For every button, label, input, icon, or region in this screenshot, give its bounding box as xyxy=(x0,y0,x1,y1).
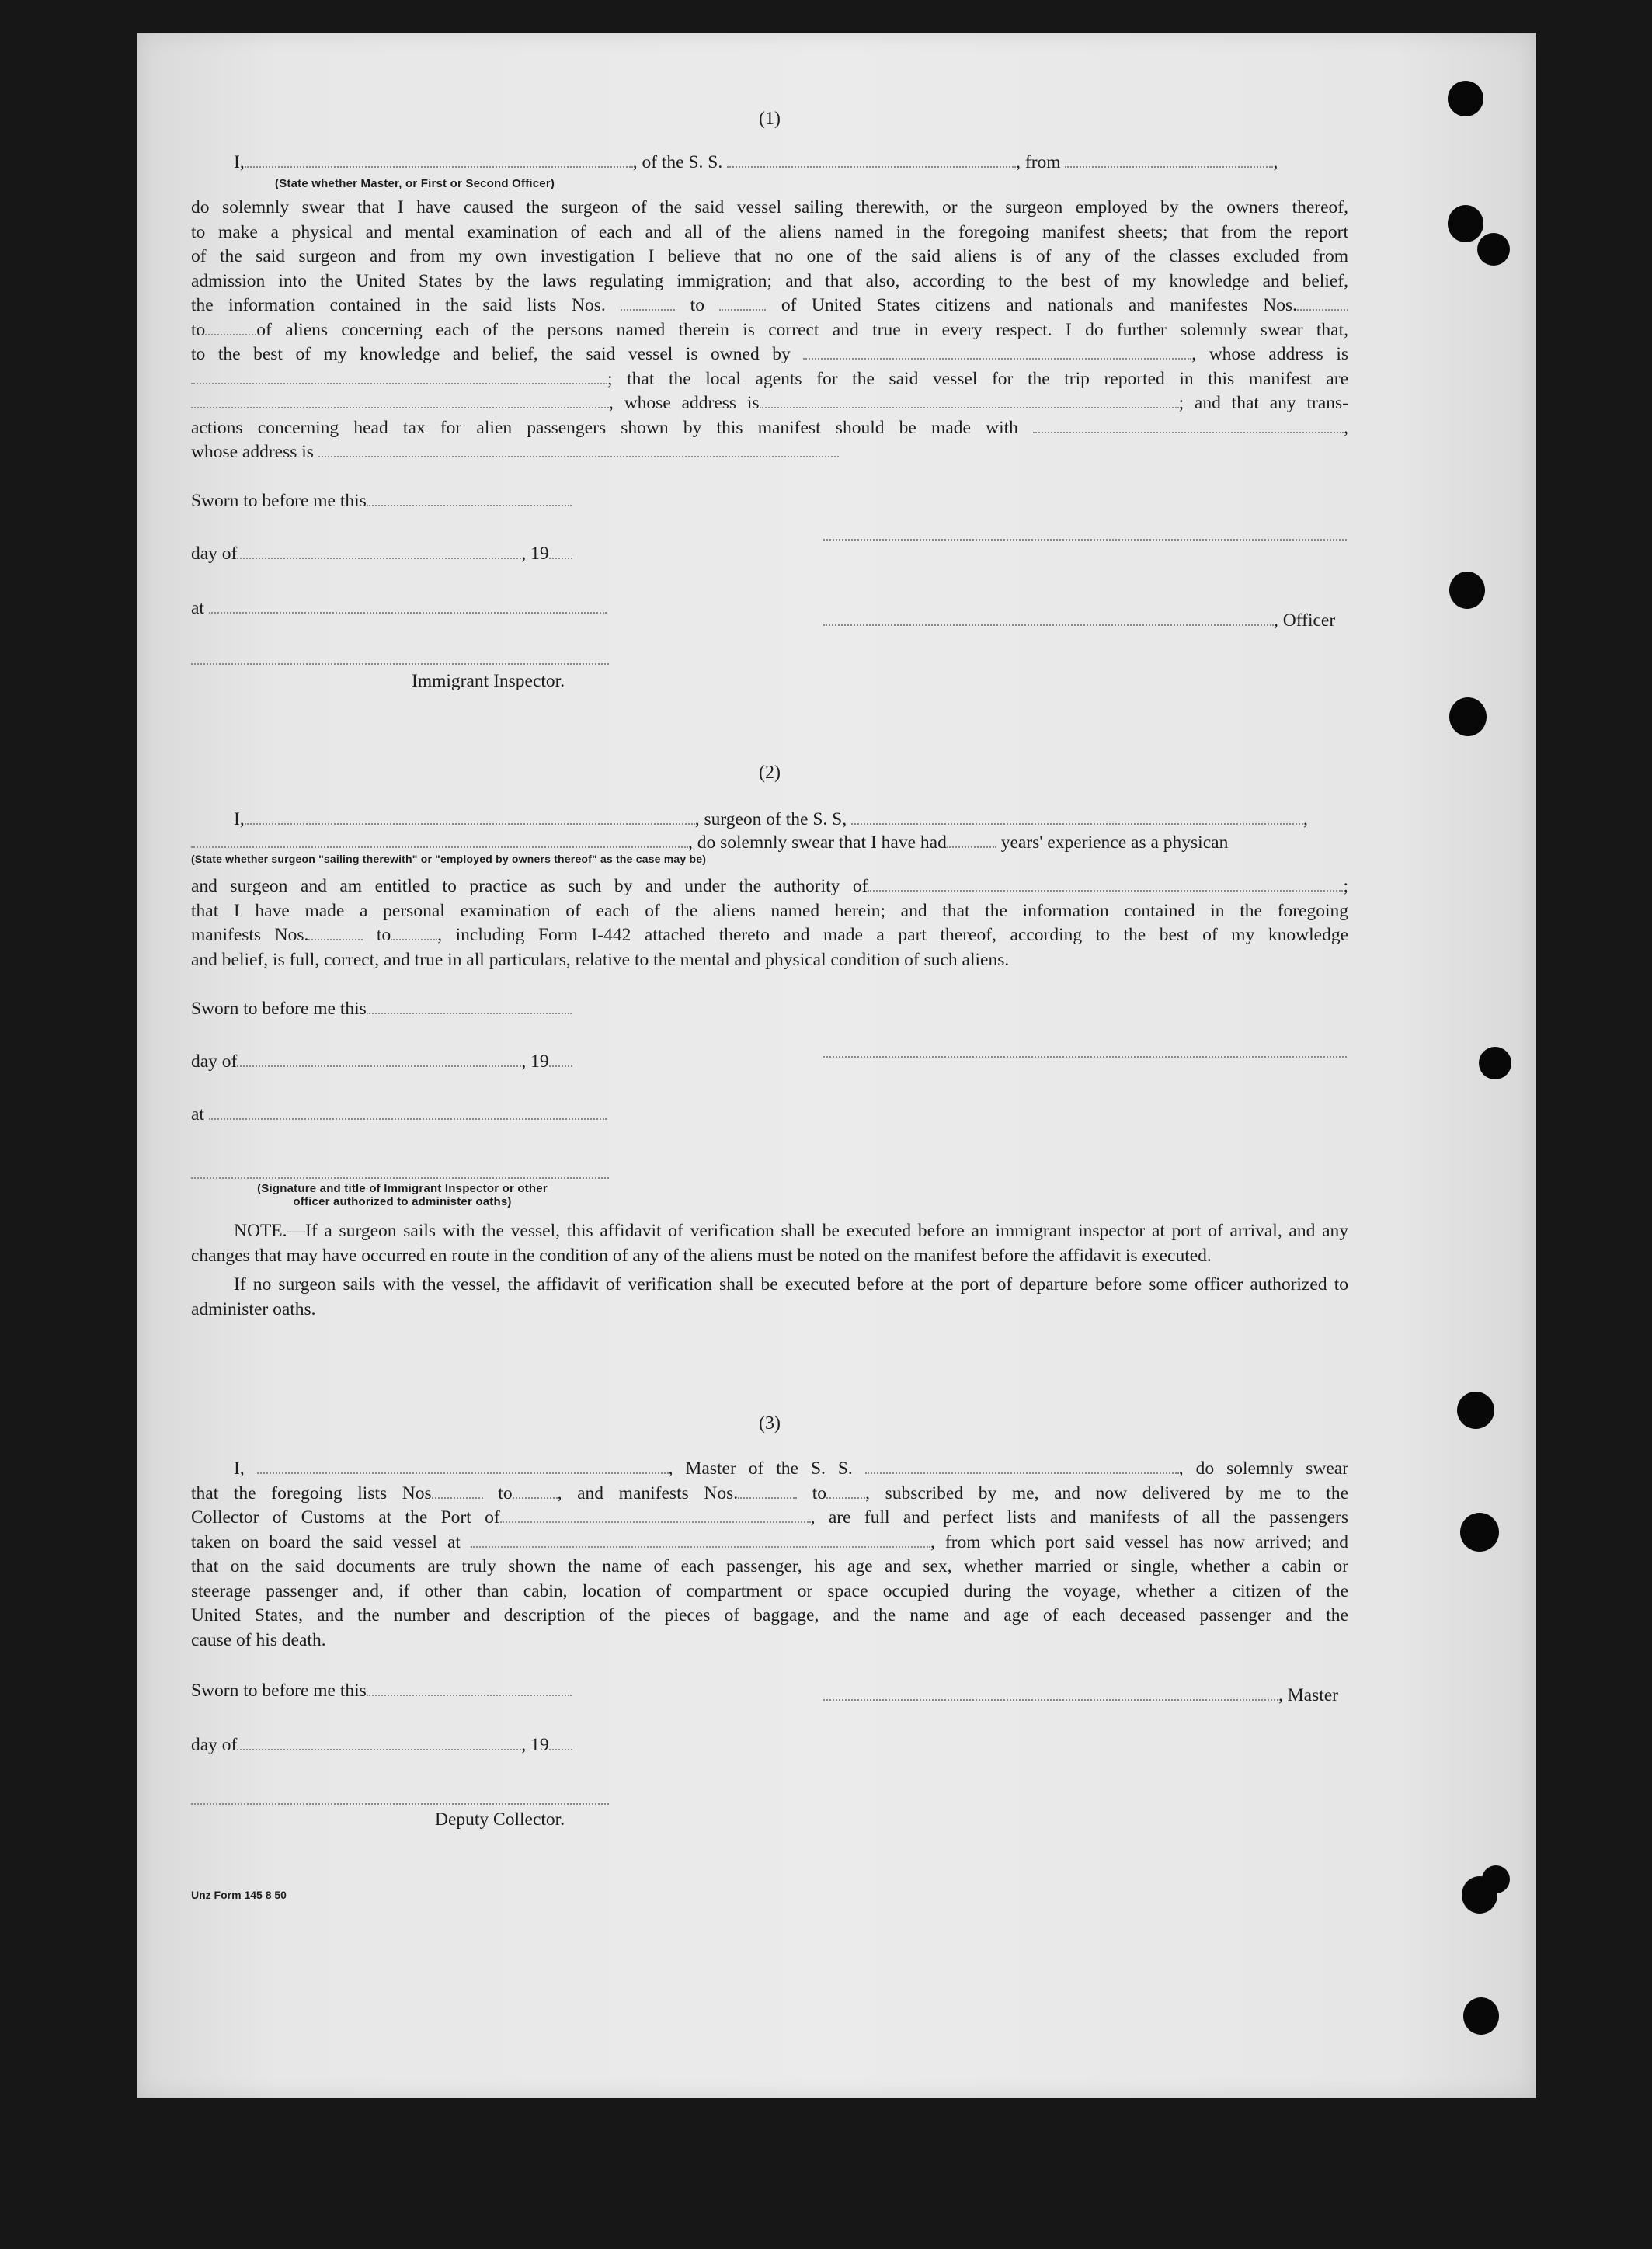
section-number: (1) xyxy=(759,109,781,129)
departure-port-field[interactable] xyxy=(471,1532,930,1548)
day-of-field[interactable] xyxy=(237,1735,521,1750)
manifest-to-field[interactable] xyxy=(391,925,437,940)
officer-title-field[interactable] xyxy=(823,610,1274,626)
binder-hole xyxy=(1463,1997,1499,2035)
master-name-field[interactable] xyxy=(257,1458,669,1474)
list-from-field[interactable] xyxy=(621,295,675,311)
sworn-at-field[interactable] xyxy=(209,598,607,614)
agents-address-field[interactable] xyxy=(760,393,1179,408)
authority-field[interactable] xyxy=(868,876,1343,892)
binder-hole xyxy=(1482,1865,1510,1893)
port-from-field[interactable] xyxy=(1065,152,1273,168)
contact-address-field[interactable] xyxy=(318,442,839,457)
manifest-from-field[interactable] xyxy=(308,925,363,940)
manifest-from-field[interactable] xyxy=(1297,295,1348,311)
collector-caption: Deputy Collector. xyxy=(435,1809,565,1830)
vessel-name-field[interactable] xyxy=(727,152,1016,168)
binder-hole xyxy=(1448,205,1483,242)
head-tax-contact-field[interactable] xyxy=(1033,418,1344,433)
sworn-at-field[interactable] xyxy=(209,1104,607,1120)
day-of-field[interactable] xyxy=(237,544,521,559)
officer-name-field[interactable] xyxy=(245,152,633,168)
binder-hole xyxy=(1460,1513,1499,1552)
manifest-to-field[interactable] xyxy=(826,1483,865,1499)
inspector-caption: Immigrant Inspector. xyxy=(412,671,565,691)
surgeon-signature-line[interactable] xyxy=(823,1055,1347,1058)
manifest-from-field[interactable] xyxy=(738,1483,797,1499)
owner-address-field[interactable] xyxy=(191,369,607,384)
binder-hole xyxy=(1457,1392,1494,1429)
oath-body: do solemnly swear that I have caused the surgeon of the said vessel sailing therewith, or the surgeon employed by the owners thereof, to make a physical and mental examination of each and all of the aliens named in the foregoing manifest sheets; that from the report of the said surgeon and from my own investigation I believe that no one of the said aliens is of any of the classes excluded from admission into the United States by the laws regulating immigration; and that also, according to the best of my knowledge and belief, the information contained in the said lists Nos. to of United States citizens and nationals and manifestes Nos. to of aliens concerning each of the persons named therein is correct and true in every respect. I do further solemnly swear that, to the best of my knowledge and belief, the said vessel is owned by , whose address is ; that the local agents for the said vessel for the trip reported in this manifest are , whose address is ; and that any trans- actions concerning head tax for alien passengers shown by this manifest should be made with , whose address is xyxy=(191,197,1349,462)
manifest-to-field[interactable] xyxy=(205,320,256,335)
year-field[interactable] xyxy=(549,1052,572,1067)
port-field[interactable] xyxy=(500,1507,811,1523)
years-experience-field[interactable] xyxy=(947,833,996,848)
vessel-owner-field[interactable] xyxy=(803,344,1191,360)
binder-hole xyxy=(1449,572,1485,609)
note-block: NOTE.—If a surgeon sails with the vessel, this affidavit of verification shall be executed before an immigrant inspector at port of arrival, and any changes that may have occurred en route in the condition of any of the aliens must be noted on the manifest before the affidavit is executed. If no surgeon sails with the vessel, the affidavit of verification shall be executed before at the port of departure before some officer authorized to administer oaths. xyxy=(191,1221,1348,1319)
sworn-date-field[interactable] xyxy=(367,491,572,506)
year-field[interactable] xyxy=(549,1735,572,1750)
caption: (State whether surgeon "sailing therewith" or "employed by owners thereof" as the case may be) xyxy=(191,853,707,865)
surgeon-name-field[interactable] xyxy=(245,809,695,825)
oath-line: I, , of the S. S. , from , xyxy=(234,152,1278,172)
form-identifier: Unz Form 145 8 50 xyxy=(191,1889,287,1901)
binder-hole xyxy=(1449,697,1487,736)
officer-signature-line[interactable] xyxy=(823,537,1347,541)
surgeon-status-field[interactable] xyxy=(191,833,688,848)
list-to-field[interactable] xyxy=(513,1483,558,1499)
master-oath-body: I, , Master of the S. S. , do solemnly swear that the foregoing lists Nos to , and manifests Nos. to , subscribed by me, and now delivered by me to the Collector of Customs at the Port of , are full and perfect lists and manifests of all the passengers taken on board the said vessel at , from which port said vessel has now arrived; and that on the said documents are truly shown the name of each passenger, his age and sex, whether married or single, whether a cabin or steerage passenger and, if other than cabin, location of compartment or space occupied during the voyage, whether a citizen of the United States, and the number and description of the pieces of baggage, and the name and age of each deceased passenger and the cause of his death. xyxy=(191,1458,1349,1650)
master-signature-field[interactable] xyxy=(823,1685,1278,1701)
inspector-signature-line[interactable] xyxy=(191,662,609,665)
binder-hole xyxy=(1448,81,1483,116)
day-of-field[interactable] xyxy=(237,1052,521,1067)
vessel-name-field[interactable] xyxy=(865,1458,1179,1474)
section-number: (3) xyxy=(759,1413,781,1434)
surgeon-oath-body: and surgeon and am entitled to practice as such by and under the authority of ; that I have made a personal examination of each of the aliens named herein; and that the information contained in the foregoing manifests Nos. to , including Form I-442 attached thereto and made a part thereof, according to the best of my knowledge and belief, is full, correct, and true in all particulars, relative to the mental and physical condition of such aliens. xyxy=(191,876,1348,970)
year-field[interactable] xyxy=(549,544,572,559)
vessel-name-field[interactable] xyxy=(851,809,1303,825)
sworn-date-field[interactable] xyxy=(367,999,572,1014)
binder-hole xyxy=(1477,233,1510,266)
caption: (State whether Master, or First or Second Officer) xyxy=(275,177,555,190)
section-number: (2) xyxy=(759,763,781,783)
signature-caption: (Signature and title of Immigrant Inspector or other officer authorized to administer oaths) xyxy=(257,1182,548,1208)
binder-hole xyxy=(1479,1047,1511,1079)
inspector-signature-line[interactable] xyxy=(191,1176,609,1179)
list-from-field[interactable] xyxy=(432,1483,483,1499)
local-agents-field[interactable] xyxy=(191,393,609,408)
list-to-field[interactable] xyxy=(719,295,766,311)
collector-signature-line[interactable] xyxy=(191,1802,609,1805)
sworn-date-field[interactable] xyxy=(367,1681,572,1696)
